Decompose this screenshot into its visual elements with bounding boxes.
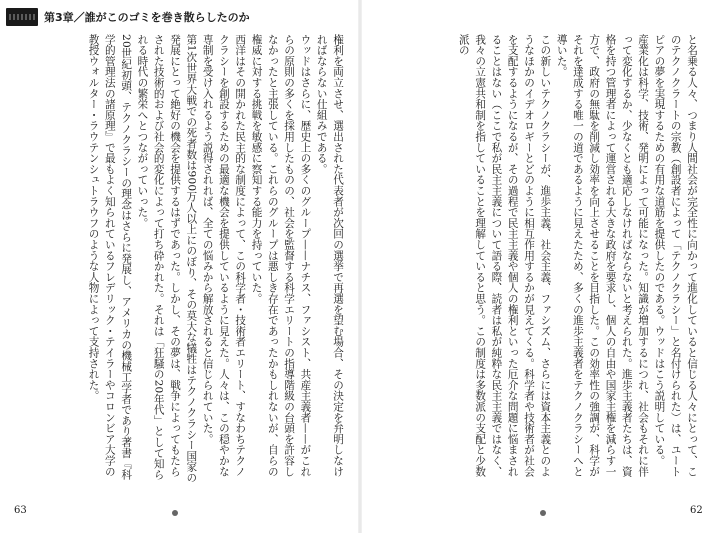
page-gutter xyxy=(358,0,362,533)
left-paragraph-5: 20世紀初頭、テクノクラシーの理念はさらに発展し、アメリカの機械工学者であり著書『科学的管理法の諸原理』で最もよく知られているフレデリック・テイラーやコロンビア大学の教授ウォルター・ラウテンシュトラウフのような人物によって支持された。 xyxy=(87,34,133,480)
left-paragraph-3: 西洋はその開かれた民主的な制度によって、この科学者・技術者エリート、すなわちテクノクラシーを創設するための最適な機会を提供しているように見えた。人々は、この穏やかな専制を受け入れるよう説得されれば、全ての悩みから解放されると信じられていた。 xyxy=(201,34,247,477)
left-paragraph-1: 権利を両立させ、選出された代表者が次回の選挙で再選を望む場合、その決定を弁明しなければならない仕組みである。 xyxy=(315,34,344,477)
right-page-number: 62 xyxy=(690,505,703,516)
left-page-body xyxy=(28,34,346,486)
left-page-number: 63 xyxy=(14,505,27,516)
right-page-body xyxy=(374,34,700,486)
right-paragraph-3: この新しいテクノクラシーが、進歩主義、社会主義、ファシズム、さらには資本主義とのようなほかのイデオロギーとどのように相互作用するかが見えてくる。科学者や技術者が社会を支配するようになるが、その過程で民主主義や個人の権利といった厄介な問題に悩まされることはない（ここで私が民主主義について語る際、読者は私が純粋な民主主義ではなく、我々の立憲共和制を指していることを理解していると思う。この制度は多数派の支配と少数派の xyxy=(457,34,552,477)
chapter-title: 第3章／誰がこのゴミを巻き散らしたのか xyxy=(44,11,250,24)
right-paragraph-2: 産業化は科学、技術、発明によって可能になった。知識が増加するにつれ、社会もそれに伴って変化するか、少なくとも適応しなければならないと考えられた。進歩主義者たちは、資格を持つ管理者によって運営される大きな政府を要求し、個人の自由や国家主権を減らす一方で、政府の無駄を削減し効率を向上させることを目指した。この効率性の強調が、科学がそれを達成する唯一の道であるように見えたため、多くの進歩主義者をテクノクラシーへと導いた。 xyxy=(555,34,650,477)
right-fold-mark xyxy=(540,510,546,516)
left-paragraph-2: ウッドはさらに、歴史上の多くのグループ——ナチス、ファシスト、共産主義者——がこれらの原則の多くを採用したものの、社会を監督する科学エリートの指導階級の台頭を許容しなかったと主張している。これらのグループは悪しき存在であったかもしれないが、自らの権威に対する挑戦を敏感に察知する能力を持っていた。 xyxy=(250,34,312,477)
right-paragraph-1: と名乗る人々、つまり人間社会が完全性に向かって進化していると信じる人々にとって、このテクノクラートの宗教（創設者によって「テクノクラシー」と名付けられた）は、ユートピアの夢を実現するための有用な道筋を提供したのである。ウッドはこう説明している。 xyxy=(653,34,698,477)
left-paragraph-4: 第1次世界大戦での死者数は900万人以上にのぼり、その莫大な犠牲はテクノクラシー国家の発展にとって絶好の機会を提供するはずであった。しかし、その夢は、戦争によってもたらされた技術的および社会的変化によって打ち砕かれた。それは「狂騒の20年代」として知られる時代の繁栄へとつながっていった。 xyxy=(136,34,198,483)
running-header xyxy=(6,6,250,28)
chapter-ornament-icon xyxy=(6,8,38,26)
left-fold-mark xyxy=(172,510,178,516)
